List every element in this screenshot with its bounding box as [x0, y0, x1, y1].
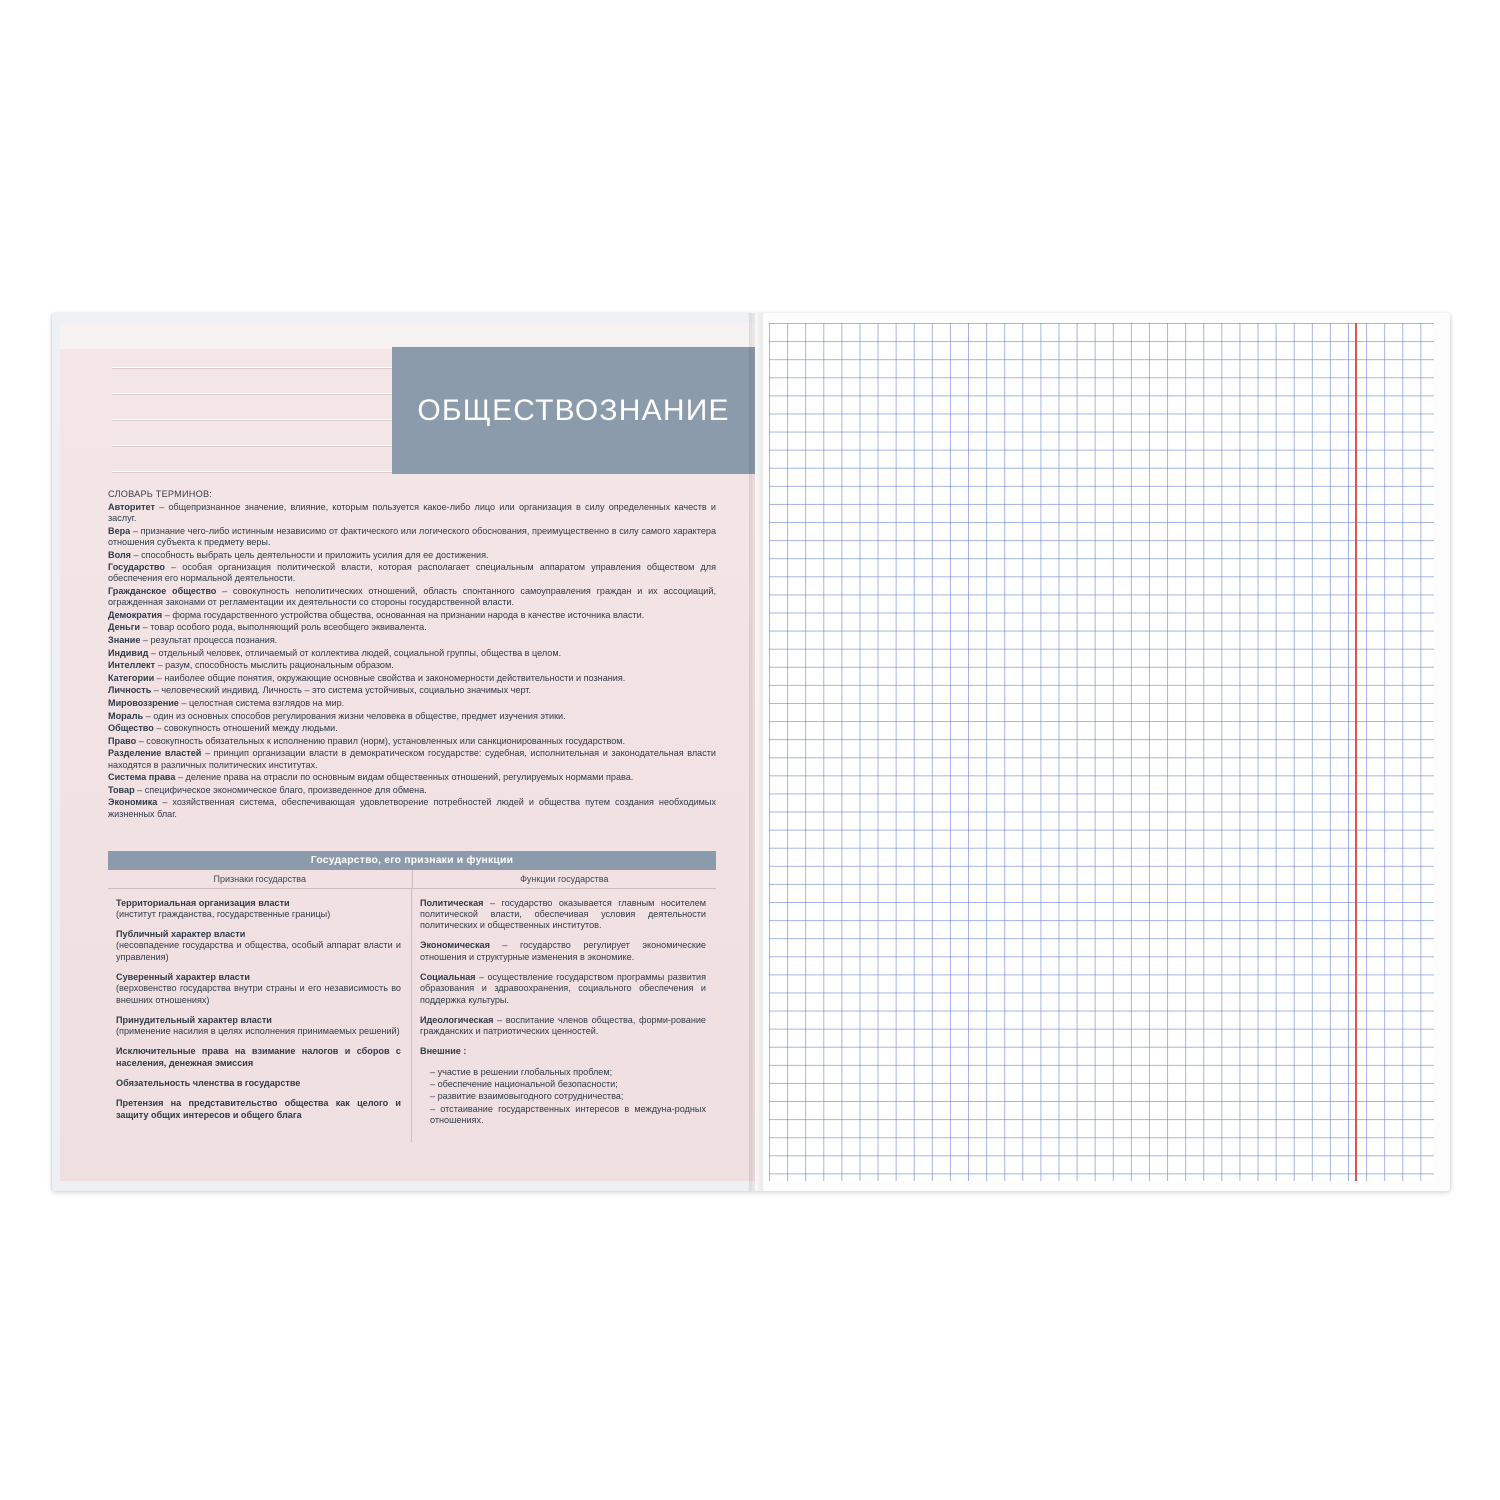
table-column-functions — [412, 889, 716, 1142]
table-row — [420, 972, 706, 1006]
table-cell-detail: (верховенство государства внутри страны и его независимость во внешних отношениях) — [116, 983, 401, 1005]
table-cell-term: Публичный характер власти — [116, 929, 246, 940]
ruled-line — [112, 471, 397, 472]
glossary-entry — [108, 772, 716, 783]
table-cell-term: Экономическая — [420, 940, 490, 951]
table-sub-item: – участие в решении глобальных проблем; — [430, 1066, 613, 1077]
glossary-term: Гражданское общество — [108, 585, 217, 596]
table-cell-detail: – государство оказывается главным носителем политической власти, обеспечивая условия деятельности политических и общественных институтов. — [420, 897, 706, 931]
glossary-term: Индивид — [108, 647, 149, 658]
glossary-definition: – наиболее общие понятия, окружающие основные свойства и закономерности действительности и познания. — [154, 672, 626, 683]
glossary-term: Система права — [108, 772, 176, 783]
table-cell-term: Принудительный характер власти — [116, 1014, 272, 1025]
table-row — [420, 1015, 706, 1038]
glossary-term: Право — [108, 735, 137, 746]
glossary-term: Товар — [108, 784, 135, 795]
glossary-definition: – особая организация политической власти, которая располагает специальным аппаратом управления обществом для обеспечения его нормальной деятельности. — [108, 562, 716, 584]
table-column-header-signs: Признаки государства — [108, 870, 413, 888]
glossary-entry — [108, 586, 716, 608]
glossary-entry — [108, 685, 716, 696]
inside-cover-page — [52, 313, 755, 1191]
glossary-term: Интеллект — [108, 660, 156, 671]
glossary-entry — [108, 748, 716, 770]
table-row — [420, 1046, 706, 1057]
table-row — [420, 898, 706, 932]
table-sub-item: – развитие взаимовыгодного сотрудничества; — [430, 1091, 624, 1102]
glossary-entry — [108, 673, 716, 684]
glossary-definition: – совокупность неполитических отношений, область спонтанного самоуправления граждан и их ассоциаций, огражденная законами от регламентации их деятельности со стороны государственной власти. — [108, 585, 716, 608]
page-title: ОБЩЕСТВОЗНАНИЕ — [417, 393, 730, 427]
glossary-definition: – товар особого рода, выполняющий роль всеобщего эквивалента. — [140, 622, 427, 633]
glossary-definition: – признание чего-либо истинным независимо от фактического или логического обоснования, преимущественно в силу самого характера отношения субъекта к предмету веры. — [108, 525, 716, 547]
glossary-term: Воля — [108, 549, 131, 560]
glossary-entry — [108, 711, 716, 722]
glossary-definition: – принцип организации власти в демократическом государстве: судебная, исполнительная и законодательная власти находятся в различных политических институтах. — [108, 748, 717, 770]
table-column-header-functions: Функции государства — [520, 873, 609, 884]
cover-top-strip — [60, 323, 755, 349]
table-cell-term: Исключительные права на взимание налогов и сборов с населения, денежная эмиссия — [116, 1046, 401, 1068]
glossary-term: Авторитет — [108, 502, 155, 512]
glossary-entry — [108, 622, 716, 633]
glossary-definition: – отдельный человек, отличаемый от коллектива людей, социальной группы, общества в целом. — [148, 647, 562, 658]
table-row — [116, 1046, 401, 1069]
table-cell-detail: – государство регулирует экономические отношения и структурные изменения в экономике. — [420, 940, 706, 962]
glossary-entry — [108, 526, 716, 548]
table-cell-term: Политическая — [420, 897, 484, 908]
glossary-entry — [108, 723, 716, 734]
glossary-entry — [108, 797, 716, 819]
table-cell-detail: (институт гражданства, государственные границы) — [116, 908, 331, 919]
glossary-entry — [108, 502, 716, 524]
glossary-section — [108, 489, 716, 821]
glossary-entry — [108, 635, 716, 646]
glossary-entry — [108, 562, 716, 584]
notebook-spread — [52, 313, 1450, 1191]
table-cell-detail: – воспитание членов общества, форми-рование гражданских и патриотических ценностей. — [420, 1014, 706, 1037]
glossary-term: Деньги — [108, 622, 141, 633]
ruled-line — [112, 367, 397, 368]
glossary-term: Вера — [108, 525, 131, 536]
glossary-definition: – совокупность отношений между людьми. — [153, 723, 338, 734]
glossary-term: Мораль — [108, 710, 144, 721]
table-column-signs — [108, 889, 412, 1142]
ruled-line — [112, 419, 397, 420]
glossary-term: Знание — [108, 634, 141, 645]
glossary-entry — [108, 660, 716, 671]
name-ruled-lines — [112, 361, 397, 471]
glossary-term: Общество — [108, 723, 154, 734]
table-cell-term: Территориальная организация власти — [116, 897, 290, 908]
grid-lines — [769, 323, 1434, 1181]
grid-page — [755, 313, 1450, 1191]
state-table — [108, 851, 716, 1142]
table-cell-term: Претензия на представительство общества как целого и защиту общих интересов и общего блага — [116, 1098, 401, 1120]
table-row — [116, 1078, 401, 1089]
table-cell-detail: (несовпадение государства и общества, особый аппарат власти и управления) — [116, 940, 401, 962]
glossary-term: Демократия — [108, 609, 163, 620]
table-sub-item: – отстаивание государственных интересов в междуна-родных отношениях. — [430, 1103, 706, 1125]
glossary-definition: – разум, способность мыслить рациональным образом. — [155, 660, 394, 671]
glossary-entry — [108, 648, 716, 659]
glossary-term: Категории — [108, 672, 155, 683]
glossary-definition: – форма государственного устройства общества, основанная на признании народа в качестве источника власти. — [162, 609, 645, 620]
table-cell-term: Внешние : — [420, 1046, 467, 1057]
table-row — [116, 1098, 401, 1121]
table-sub-item: – обеспечение национальной безопасности; — [430, 1079, 618, 1090]
glossary-definition: – один из основных способов регулирования жизни человека в обществе, предмет изучения этики. — [143, 710, 566, 721]
table-cell-detail: – осуществление государством программы развития образования и здравоохранения, социального обеспечения и поддержка культуры. — [420, 971, 706, 1005]
table-row — [116, 898, 401, 921]
glossary-definition: – человеческий индивид. Личность – это система устойчивых, социально значимых черт. — [151, 685, 531, 696]
table-row — [116, 929, 401, 963]
glossary-definition: – совокупность обязательных к исполнению правил (норм), установленных или санкционированных государством. — [136, 735, 626, 746]
table-cell-term: Обязательность членства в государстве — [116, 1078, 301, 1089]
glossary-term: Личность — [108, 685, 152, 696]
table-row — [116, 972, 401, 1006]
glossary-term: Мировоззрение — [108, 697, 179, 708]
table-header-row — [108, 870, 716, 889]
glossary-definition: – целостная система взглядов на мир. — [178, 697, 345, 708]
glossary-term: Разделение властей — [108, 748, 202, 759]
glossary-definition: – способность выбрать цель деятельности и приложить усилия для ее достижения. — [130, 549, 489, 560]
glossary-definition: – результат процесса познания. — [140, 634, 278, 645]
glossary-entry — [108, 698, 716, 709]
glossary-list — [108, 502, 716, 820]
table-cell-detail: (применение насилия в целях исполнения принимаемых решений) — [116, 1026, 400, 1037]
inside-cover-surface — [60, 323, 755, 1181]
ruled-line — [112, 393, 397, 394]
table-body — [108, 889, 716, 1142]
notebook-spine — [749, 313, 763, 1191]
glossary-heading: СЛОВАРЬ ТЕРМИНОВ: — [108, 489, 213, 499]
glossary-term: Государство — [108, 562, 165, 573]
glossary-entry — [108, 736, 716, 747]
table-cell-term: Идеологическая — [420, 1014, 494, 1025]
glossary-definition: – общепризнанное значение, влияние, которым пользуется какое-либо лицо или организация в силу определенных качеств и заслуг. — [108, 502, 716, 524]
table-cell-term: Социальная — [420, 971, 476, 982]
table-row — [420, 940, 706, 963]
glossary-entry — [108, 550, 716, 561]
glossary-entry — [108, 785, 716, 796]
margin-line — [1355, 323, 1357, 1181]
table-cell-term: Суверенный характер власти — [116, 971, 250, 982]
glossary-definition: – хозяйственная система, обеспечивающая удовлетворение потребностей людей и общества путем создания необходимых жизненных благ. — [108, 797, 716, 819]
table-row — [116, 1015, 401, 1038]
subject-title-banner — [392, 347, 755, 474]
glossary-entry — [108, 610, 716, 621]
glossary-definition: – специфическое экономическое благо, произведенное для обмена. — [134, 784, 427, 795]
table-title: Государство, его признаки и функции — [108, 851, 716, 870]
glossary-definition: – деление права на отрасли по основным видам общественных отношений, регулируемых нормами права. — [175, 772, 634, 783]
ruled-line — [112, 445, 397, 446]
glossary-term: Экономика — [108, 797, 158, 808]
